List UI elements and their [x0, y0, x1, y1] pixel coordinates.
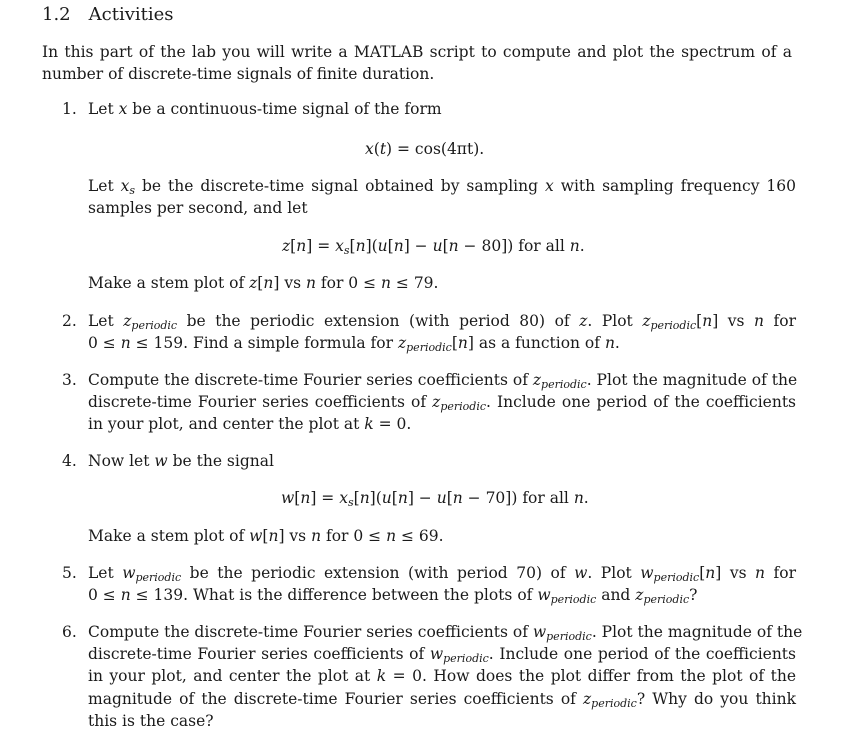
item-line: Make a stem plot of w[n] vs n for 0 ≤ n ≤ 69.: [88, 527, 444, 545]
item-line: discrete-time Fourier series coefficients of $z_{periodic}$. Include one period of the coefficients: [88, 393, 796, 413]
section-number: 1.2: [42, 4, 71, 25]
item-line: Let x be a continuous-time signal of the form: [88, 100, 442, 118]
item-number: 4.: [62, 452, 77, 470]
item-line: Let $x_s$ be the discrete-time signal obtained by sampling x with sampling frequency 160: [88, 177, 797, 197]
section-heading: [42, 4, 174, 25]
item-line: Compute the discrete-time Fourier series coefficients of $z_{periodic}$. Plot the magnitude of the: [88, 371, 798, 391]
intro-line: In this part of the lab you will write a MATLAB script to compute and plot the spectrum of a: [42, 43, 792, 61]
item-line: Let $z_{periodic}$ be the periodic extension (with period 80) of z. Plot $z_{periodic}[n]$ vs n for: [88, 312, 797, 332]
item-number: 5.: [62, 564, 77, 582]
item-line: Compute the discrete-time Fourier series coefficients of $w_{periodic}$. Plot the magnitude of the: [88, 623, 803, 643]
equation: $w[n] = x_s[n](u[n] - u[n - 70])$ for all n.: [281, 489, 589, 509]
item-line: magnitude of the discrete-time Fourier series coefficients of $z_{periodic}$? Why do you think: [88, 690, 796, 710]
item-line: Now let w be the signal: [88, 452, 274, 470]
item-number: 2.: [62, 312, 77, 330]
item-line: 0 ≤ n ≤ 139. What is the difference between the plots of $w_{periodic}$ and $z_{periodic}$?: [88, 586, 698, 606]
item-line: discrete-time Fourier series coefficients of $w_{periodic}$. Include one period of the coefficients: [88, 645, 796, 665]
item-line: samples per second, and let: [88, 199, 308, 217]
section-title: Activities: [88, 4, 174, 25]
item-number: 1.: [62, 100, 77, 118]
item-line: in your plot, and center the plot at k = 0. How does the plot differ from the plot of the: [88, 667, 796, 685]
item-number: 6.: [62, 623, 77, 641]
item-line: in your plot, and center the plot at k = 0.: [88, 415, 412, 433]
item-line: Make a stem plot of z[n] vs n for 0 ≤ n ≤ 79.: [88, 274, 439, 292]
item-line: Let $w_{periodic}$ be the periodic extension (with period 70) of w. Plot $w_{periodic}[n]$ vs n for: [88, 564, 796, 584]
equation: $z[n] = x_s[n](u[n] - u[n - 80])$ for all n.: [282, 237, 585, 257]
equation: x(t) = cos(4πt).: [365, 140, 485, 158]
intro-line: number of discrete-time signals of finite duration.: [42, 65, 435, 83]
item-line: 0 ≤ n ≤ 159. Find a simple formula for $z_{periodic}[n]$ as a function of n.: [88, 334, 620, 354]
item-line: this is the case?: [88, 712, 214, 730]
item-number: 3.: [62, 371, 77, 389]
